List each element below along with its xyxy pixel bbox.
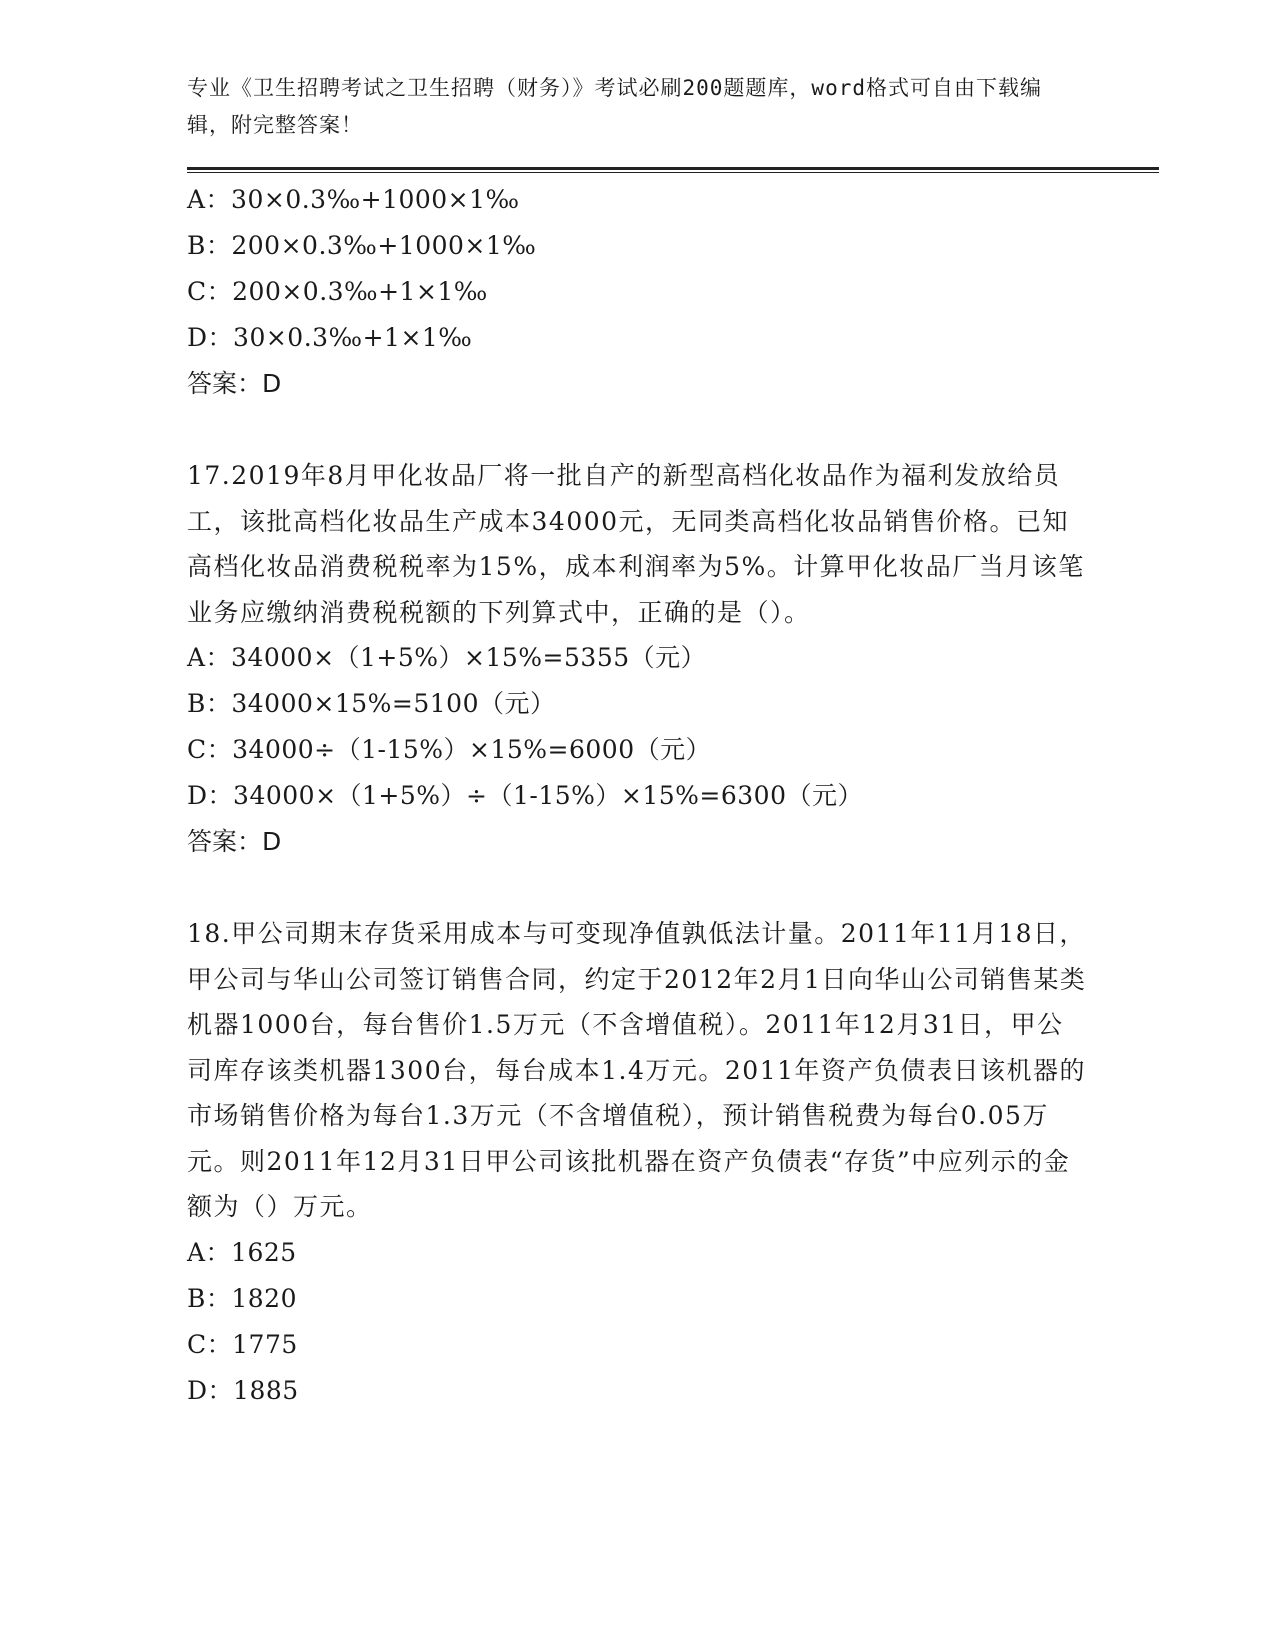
q17-stem: 17.2019年8月甲化妆品厂将一批自产的新型高档化妆品作为福利发放给员工，该批高档化妆品生产成本34000元，无同类高档化妆品销售价格。已知高档化妆品消费税税率为15%，成本利润率为5%。计算甲化妆品厂当月该笔业务应缴纳消费税税额的下列算式中，正确的是（）。 [187, 461, 1085, 627]
q18-option-c: C：1775 [187, 1329, 298, 1359]
q17-answer: 答案：D [187, 827, 282, 856]
q16-answer: 答案：D [187, 369, 282, 398]
q16-option-c: C：200×0.3‰+1×1‰ [187, 277, 488, 306]
question-16 [187, 177, 1157, 407]
spacer [187, 407, 1157, 453]
q18-option-d: D：1885 [187, 1375, 299, 1405]
q17-option-c: C：34000÷（1-15%）×15%=6000（元） [187, 735, 712, 764]
q18-option-a: A：1625 [187, 1237, 297, 1267]
q17-option-d: D：34000×（1+5%）÷（1-15%）×15%=6300（元） [187, 781, 863, 810]
q16-option-d: D：30×0.3‰+1×1‰ [187, 323, 473, 352]
document-page [187, 70, 1157, 1414]
question-17 [187, 453, 1157, 865]
spacer [187, 865, 1157, 911]
question-18 [187, 911, 1157, 1414]
header-rule-thick [187, 167, 1159, 170]
q16-option-a: A：30×0.3‰+1000×1‰ [187, 185, 520, 214]
header-rule-thin [187, 172, 1159, 173]
document-title: 专业《卫生招聘考试之卫生招聘（财务）》考试必刷200题题库，word格式可自由下载编辑，附完整答案！ [187, 76, 1042, 137]
q18-option-b: B：1820 [187, 1283, 297, 1313]
q17-option-a: A：34000×（1+5%）×15%=5355（元） [187, 643, 707, 672]
q16-option-b: B：200×0.3‰+1000×1‰ [187, 231, 537, 260]
q17-option-b: B：34000×15%=5100（元） [187, 689, 556, 718]
q18-stem: 18.甲公司期末存货采用成本与可变现净值孰低法计量。2011年11月18日，甲公司与华山公司签订销售合同，约定于2012年2月1日向华山公司销售某类机器1000台，每台售价1.5万元（不含增值税）。2011年12月31日，甲公司库存该类机器1300台，每台成本1.4万元。2011年资产负债表日该机器的市场销售价格为每台1.3万元（不含增值税），预计销售税费为每台0.05万元。则2011年12月31日甲公司该批机器在资产负债表“存货”中应列示的金额为（）万元。 [187, 919, 1087, 1221]
